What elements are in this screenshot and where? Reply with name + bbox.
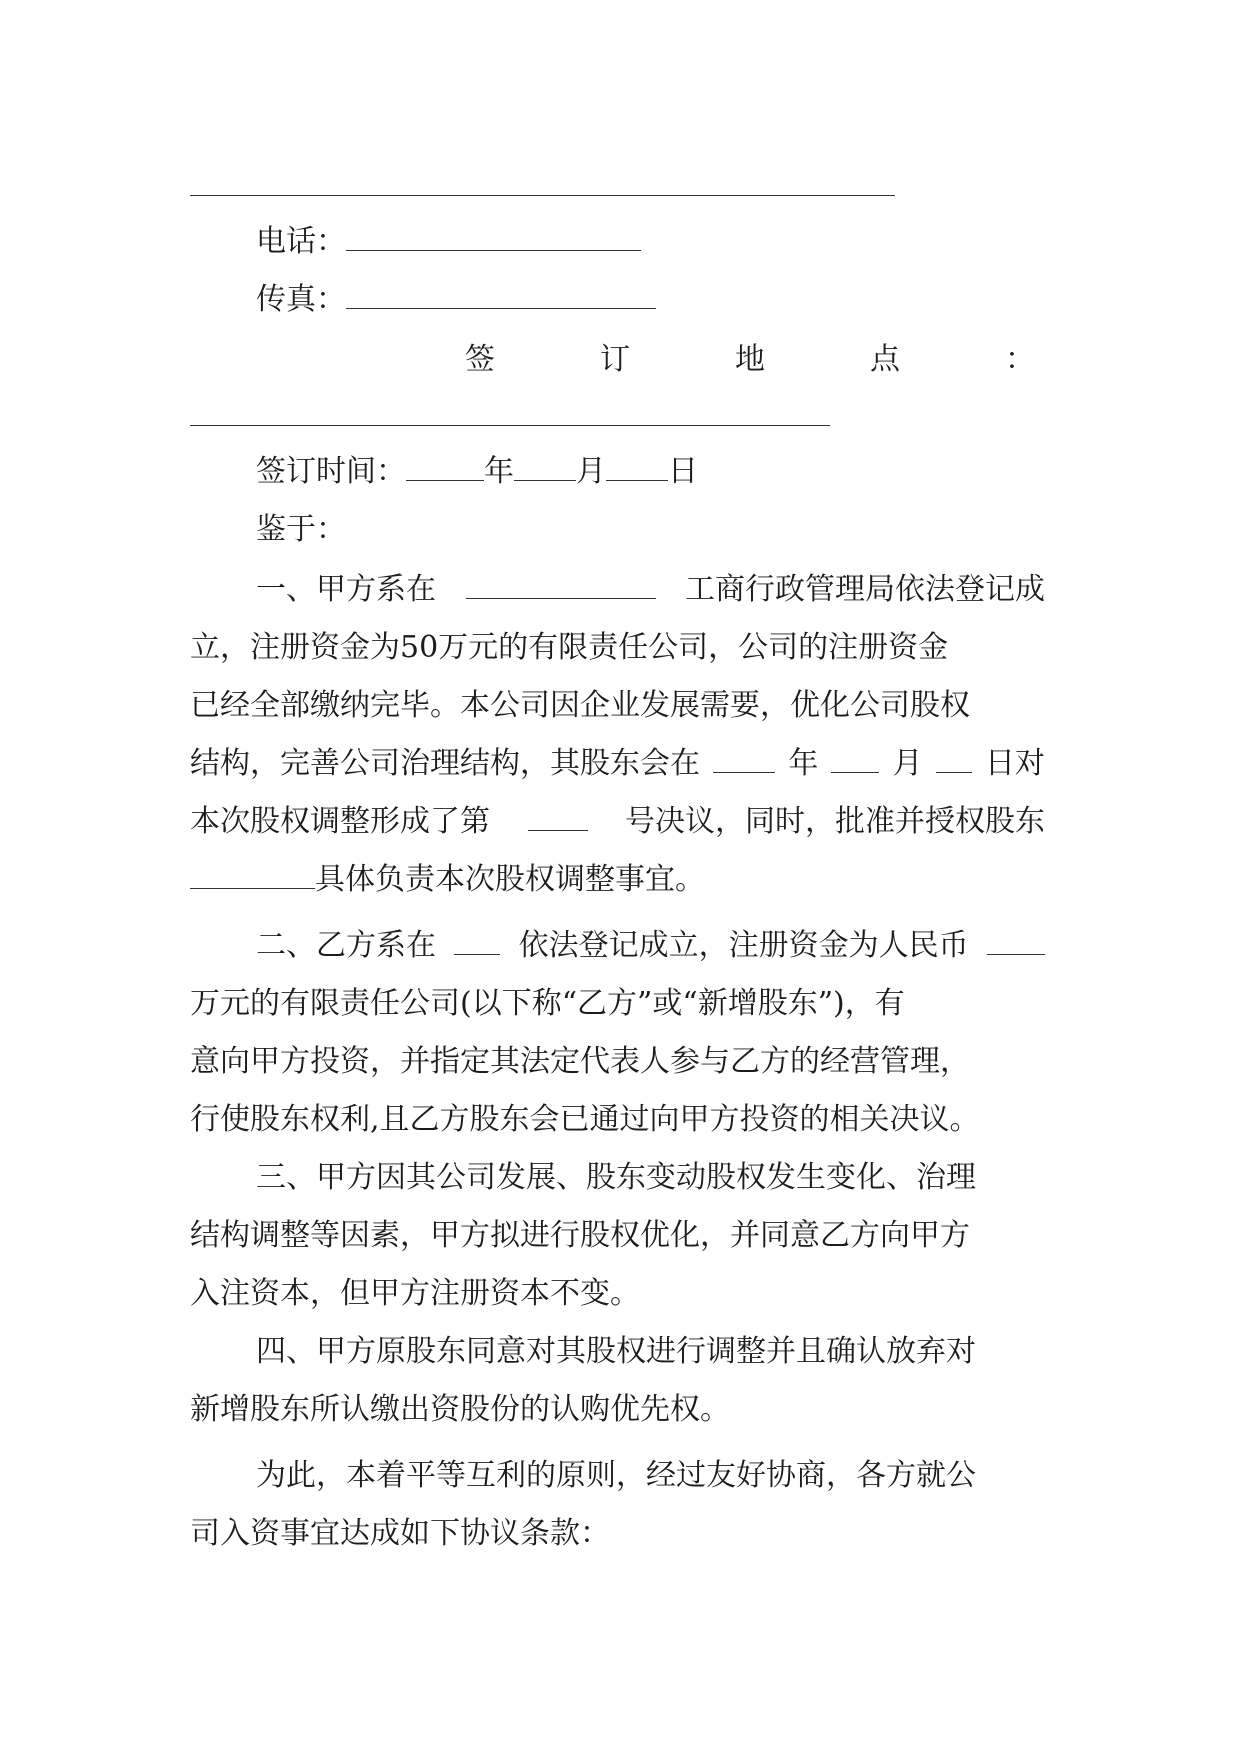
clause2-text: 依法登记成立，注册资金为人民币	[518, 928, 969, 963]
clause2-line2: 万元的有限责任公司(以下称“乙方”或“新增股东”)，有	[190, 986, 905, 1021]
resolution-number-field[interactable]	[528, 802, 588, 831]
signing-place-char: 点	[870, 342, 900, 377]
resolution-day-field[interactable]	[936, 744, 972, 773]
clause3-line2: 结构调整等因素，甲方拟进行股权优化，并同意乙方向甲方	[190, 1218, 970, 1253]
registration-authority-field[interactable]	[466, 570, 656, 599]
signing-place-char: 地	[735, 342, 765, 377]
clause1-line6	[190, 860, 1045, 900]
clause3-line3: 入注资本，但甲方注册资本不变。	[190, 1276, 640, 1311]
top-blank-line	[190, 195, 895, 196]
clause1-text: 一、甲方系在	[256, 572, 436, 607]
day-label: 日	[668, 454, 698, 489]
clause1-line1	[190, 570, 1045, 610]
clause2-line4: 行使股东权利,且乙方股东会已通过向甲方投资的相关决议。	[190, 1102, 980, 1137]
signing-time-line	[190, 452, 1111, 492]
clause1-text: 日对	[984, 746, 1045, 781]
signing-place-char: 签	[465, 342, 495, 377]
day-field[interactable]	[606, 452, 668, 481]
whereas-heading: 鉴于：	[256, 512, 346, 547]
signing-place-field[interactable]	[190, 425, 830, 426]
capital-amount-field[interactable]	[987, 926, 1045, 955]
clause4-line1: 四、甲方原股东同意对其股权进行调整并且确认放弃对	[256, 1334, 976, 1369]
clause1-line5	[190, 802, 1045, 842]
clause1-line2: 立，注册资金为50万元的有限责任公司，公司的注册资金	[190, 630, 949, 665]
resolution-month-field[interactable]	[831, 744, 879, 773]
year-field[interactable]	[406, 452, 484, 481]
clause2-line1	[190, 926, 1045, 966]
signing-place-char: 订	[600, 342, 630, 377]
phone-field[interactable]	[346, 222, 641, 251]
closing-line2: 司入资事宜达成如下协议条款：	[190, 1516, 610, 1551]
resolution-year-field[interactable]	[713, 744, 775, 773]
fax-label: 传真：	[256, 282, 346, 317]
clause3-line1: 三、甲方因其公司发展、股东变动股权发生变化、治理	[256, 1160, 976, 1195]
signing-place-heading	[465, 340, 1035, 380]
clause1-text: 具体负责本次股权调整事宜。	[315, 862, 705, 897]
clause1-text: 月	[892, 746, 923, 781]
closing-line1: 为此，本着平等互利的原则，经过友好协商，各方就公	[256, 1458, 976, 1493]
clause1-text: 号决议，同时，批准并授权股东	[625, 804, 1045, 839]
clause1-line3: 已经全部缴纳完毕。本公司因企业发展需要，优化公司股权	[190, 688, 970, 723]
clause1-text: 工商行政管理局依法登记成	[685, 572, 1045, 607]
registration-place-field[interactable]	[454, 926, 500, 955]
authorized-shareholder-field[interactable]	[190, 860, 315, 889]
signing-time-label: 签订时间：	[256, 454, 406, 489]
month-field[interactable]	[514, 452, 576, 481]
clause4-line2: 新增股东所认缴出资股份的认购优先权。	[190, 1392, 730, 1427]
clause2-text: 二、乙方系在	[256, 928, 436, 963]
fax-field[interactable]	[346, 280, 656, 309]
clause1-text: 年	[788, 746, 819, 781]
clause2-line3: 意向甲方投资，并指定其法定代表人参与乙方的经营管理，	[190, 1044, 970, 1079]
month-label: 月	[576, 454, 606, 489]
clause1-text: 结构，完善公司治理结构，其股东会在	[190, 746, 700, 781]
signing-place-char: ：	[1005, 342, 1035, 377]
phone-label: 电话：	[256, 224, 346, 259]
fax-line	[190, 280, 1111, 320]
clause1-text: 本次股权调整形成了第	[190, 804, 490, 839]
phone-line	[190, 222, 1111, 262]
clause1-line4	[190, 744, 1045, 784]
year-label: 年	[484, 454, 514, 489]
